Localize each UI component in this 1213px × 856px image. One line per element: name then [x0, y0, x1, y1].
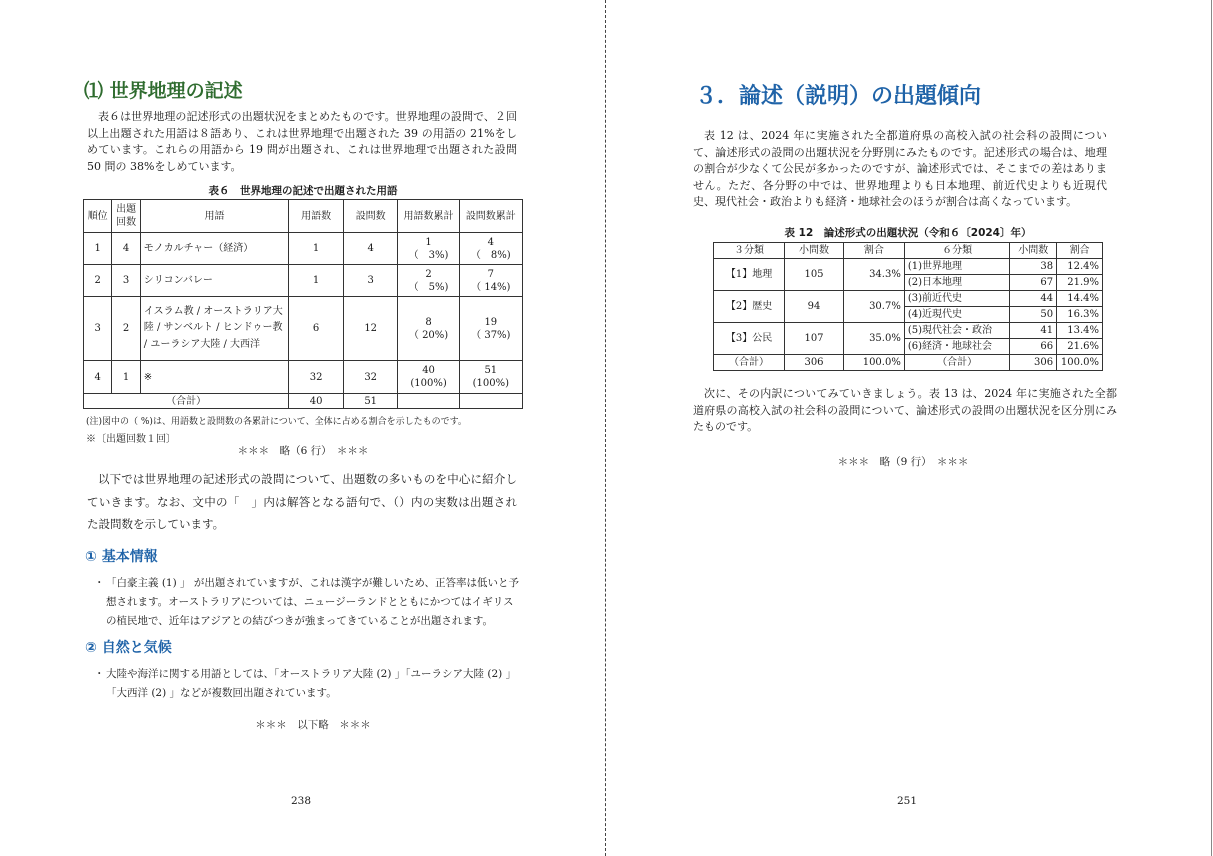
term-cell: ※	[140, 361, 289, 394]
questions-cum-cell	[459, 297, 522, 361]
header-questions: 設問数	[343, 200, 398, 233]
sub-ratio: 14.4%	[1057, 291, 1103, 307]
terms-cum-pct: （ 3%)	[408, 249, 449, 261]
sub-count: 38	[1010, 259, 1057, 275]
term-cell: シリコンバレー	[140, 265, 289, 297]
terms-cum-cell	[398, 265, 459, 297]
total-ratio: 100.0%	[843, 355, 904, 371]
header-terms: 用語数	[289, 200, 344, 233]
terms-cum-value: 40	[422, 365, 435, 376]
page-divider	[605, 0, 606, 856]
bullet-item	[94, 574, 521, 631]
questions-cum-pct: （ 37%)	[471, 329, 511, 341]
total-label: （合計）	[714, 355, 785, 371]
questions-cum-pct: （ 14%)	[471, 281, 511, 293]
table-row	[84, 297, 523, 361]
omission-marker: ＊＊＊ 略（6 行） ＊＊＊	[237, 445, 369, 457]
table-row	[714, 259, 1103, 275]
page-number: 238	[290, 795, 312, 807]
terms-cum-cell	[398, 233, 459, 265]
group-label: 【1】地理	[714, 259, 785, 291]
sub-name: (6)経済・地球社会	[904, 339, 1010, 355]
header-questions-cum: 設問数累計	[459, 200, 522, 233]
count-cell: 3	[112, 265, 140, 297]
omission-marker: ＊＊＊ 略（9 行） ＊＊＊	[837, 456, 969, 468]
terms-cell: 1	[289, 233, 344, 265]
table-header-row	[714, 243, 1103, 259]
sub-count: 41	[1010, 323, 1057, 339]
questions-cum-value: 19	[484, 316, 498, 328]
sub-ratio: 13.4%	[1057, 323, 1103, 339]
table-caption: 表６ 世界地理の記述で出題された用語	[208, 185, 398, 197]
questions-cell: 32	[343, 361, 398, 394]
rank-cell: 3	[84, 297, 112, 361]
sub-ratio: 12.4%	[1057, 259, 1103, 275]
intro-paragraph: 表 12 は、2024 年に実施された全都道府県の高校入試の社会科の設問について、論述形式の設問の出題状況を分野別にみたものです。記述形式の場合は、地理の割合が少なくて公民が多かったのですが、論述形式では、そこまでの差はありません。ただ、各分野の中では、世界地理よりも日本地理、前近代史よりも近現代史、現代社会・政治よりも経済・地球社会のほうが割合は高くなっています。	[693, 129, 1107, 208]
header-cat6: ６分類	[904, 243, 1010, 259]
omission-marker: ＊＊＊ 以下略 ＊＊＊	[255, 719, 371, 731]
table-note: (注)図中の（ %)は、用語数と設問数の各累計について、全体に占める割合を示したものです。	[86, 417, 467, 427]
rank-cell: 1	[84, 233, 112, 265]
count-cell: 1	[112, 361, 140, 394]
count-cell: 4	[112, 233, 140, 265]
table-row	[84, 361, 523, 394]
total-label-2: （合計）	[904, 355, 1010, 371]
terms-cum-cell	[398, 297, 459, 361]
table-caption: 表 12 論述形式の出題状況（令和６〔2024〕年）	[784, 227, 1032, 239]
terms-cell: 32	[289, 361, 344, 394]
terms-cum-value: 2	[425, 268, 432, 280]
total-count: 306	[785, 355, 844, 371]
total-questions: 51	[343, 394, 398, 409]
sub-name: (5)現代社会・政治	[904, 323, 1010, 339]
term-cell: モノカルチャー（経済）	[140, 233, 289, 265]
group-label: 【2】歴史	[714, 291, 785, 323]
group-count: 107	[785, 323, 844, 355]
group-ratio: 35.0%	[843, 323, 904, 355]
group-count: 105	[785, 259, 844, 291]
terms-cum-value: 1	[425, 236, 432, 248]
page-number: 251	[896, 795, 918, 807]
header-count: 出題回数	[112, 200, 140, 233]
bullet-dot: ・	[94, 668, 105, 680]
section-title: ⑴ 世界地理の記述	[84, 80, 243, 102]
terms-cell: 6	[289, 297, 344, 361]
questions-cum-cell	[459, 265, 522, 297]
header-term: 用語	[140, 200, 289, 233]
table-total-row	[84, 394, 523, 409]
sub-ratio: 21.9%	[1057, 275, 1103, 291]
intro-paragraph: 表６は世界地理の記述形式の出題状況をまとめたものです。世界地理の設問で、２回以上出題された用語は８語あり、これは世界地理で出題された 39 の用語の 21%をしめています。これらの用語から 19 問が出題され、これは世界地理で出題された設問 50 問の 38%をしめています。	[87, 110, 517, 173]
questions-cell: 4	[343, 233, 398, 265]
questions-cell: 3	[343, 265, 398, 297]
questions-cum-value: 7	[487, 268, 494, 280]
terms-cell: 1	[289, 265, 344, 297]
body-paragraph: 以下では世界地理の記述形式の設問について、出題数の多いものを中心に紹介していきます。なお、文中の「 」内は解答となる語句で、（）内の実数は出題された設問数を示しています。	[87, 472, 517, 531]
sub-count: 50	[1010, 307, 1057, 323]
terms-cum-pct: （ 20%)	[408, 329, 449, 341]
rank-cell: 2	[84, 265, 112, 297]
terms-cum-pct: （ 5%)	[408, 281, 449, 293]
total-label: （合計）	[84, 394, 289, 409]
header-rank: 順位	[84, 200, 112, 233]
questions-cum-cell	[459, 361, 522, 394]
questions-cum-value: 51	[484, 365, 498, 376]
sub-name: (2)日本地理	[904, 275, 1010, 291]
terms-table	[83, 199, 523, 409]
header-cat3: ３分類	[714, 243, 785, 259]
subsection-nature-climate: ② 自然と気候	[85, 640, 172, 656]
bullet-text: 「白豪主義 (1) 」 が出題されていますが、これは漢字が難しいため、正答率は低いと予想されます。オーストラリアについては、ニュージーランドとともにかつてはイギリスの植民地で、近年はアジアとの結びつきが強まってきていることが出題されます。	[106, 577, 519, 627]
questions-cell: 12	[343, 297, 398, 361]
group-count: 94	[785, 291, 844, 323]
table-note-mark: ※〔出題回数１回〕	[86, 434, 176, 445]
header-count: 小問数	[785, 243, 844, 259]
table-total-row	[714, 355, 1103, 371]
sub-name: (4)近現代史	[904, 307, 1010, 323]
body-paragraph: 次に、その内訳についてみていきましょう。表 13 は、2024 年に実施された全都道府県の高校入試の社会科の設問について、論述形式の設問の出題状況を区分別にみたものです。	[693, 387, 1117, 433]
terms-cum-cell	[398, 361, 459, 394]
sub-ratio: 16.3%	[1057, 307, 1103, 323]
bullet-text: 大陸や海洋に関する用語としては、「オーストラリア大陸 (2) 」「ユーラシア大陸 (2) 」「大西洋 (2) 」などが複数回出題されています。	[106, 668, 517, 699]
table-row	[84, 265, 523, 297]
total-terms: 40	[289, 394, 344, 409]
group-ratio: 30.7%	[843, 291, 904, 323]
bullet-dot: ・	[94, 577, 105, 589]
subsection-basic-info: ① 基本情報	[85, 549, 158, 565]
sub-count: 67	[1010, 275, 1057, 291]
rank-cell: 4	[84, 361, 112, 394]
essay-stats-table	[713, 242, 1103, 371]
total-ratio-2: 100.0%	[1057, 355, 1103, 371]
terms-cum-pct: (100%)	[410, 378, 447, 389]
bullet-item	[94, 665, 521, 703]
group-label: 【3】公民	[714, 323, 785, 355]
questions-cum-cell	[459, 233, 522, 265]
table-row	[714, 291, 1103, 307]
table-header-row	[84, 200, 523, 233]
header-ratio: 割合	[1057, 243, 1103, 259]
questions-cum-pct: （ 8%)	[470, 249, 511, 261]
sub-count: 44	[1010, 291, 1057, 307]
count-cell: 2	[112, 297, 140, 361]
term-cell: イスラム教 / オーストラリア大陸 / サンベルト / ヒンドゥー教 / ユーラシア大陸 / 大西洋	[140, 297, 289, 361]
total-count-2: 306	[1010, 355, 1057, 371]
terms-cum-value: 8	[425, 316, 432, 328]
right-page	[607, 0, 1213, 856]
total-empty	[398, 394, 459, 409]
total-empty	[459, 394, 522, 409]
left-page	[0, 0, 605, 856]
questions-cum-pct: (100%)	[472, 378, 510, 389]
header-terms-cum: 用語数累計	[398, 200, 459, 233]
sub-name: (1)世界地理	[904, 259, 1010, 275]
table-row	[714, 323, 1103, 339]
header-count: 小問数	[1010, 243, 1057, 259]
section-title: ３．論述（説明）の出題傾向	[695, 84, 982, 109]
questions-cum-value: 4	[487, 236, 494, 248]
sub-name: (3)前近代史	[904, 291, 1010, 307]
table-row	[84, 233, 523, 265]
group-ratio: 34.3%	[843, 259, 904, 291]
sub-ratio: 21.6%	[1057, 339, 1103, 355]
header-ratio: 割合	[843, 243, 904, 259]
sub-count: 66	[1010, 339, 1057, 355]
